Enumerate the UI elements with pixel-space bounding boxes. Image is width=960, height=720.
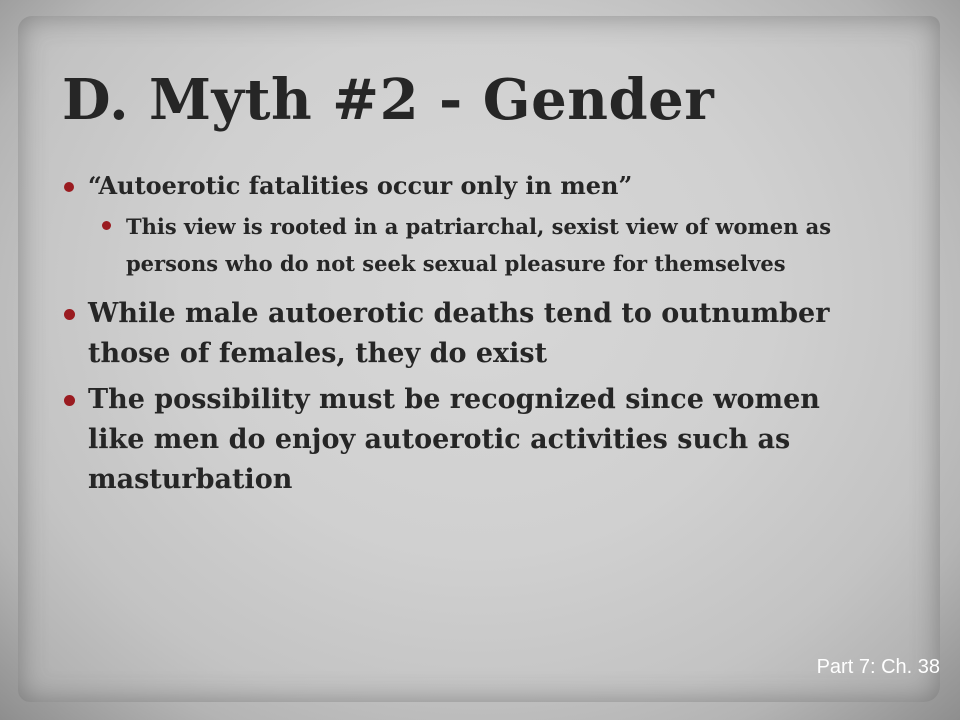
- slide-title: D. Myth #2 - Gender: [62, 67, 715, 133]
- sub-bullet-item: [100, 208, 846, 282]
- bullet-item: [62, 294, 862, 374]
- bullet-dot-icon: [64, 309, 75, 320]
- bullet-dot-icon: [64, 395, 75, 406]
- bullet-text: The possibility must be recognized since women like men do enjoy autoerotic activities such as masturbation: [88, 384, 820, 495]
- bullet-item: [62, 380, 862, 500]
- bullet-dot-icon: [102, 221, 111, 230]
- bullet-item: [62, 166, 862, 206]
- slide-content: [62, 166, 862, 506]
- bullet-text: “Autoerotic fatalities occur only in men”: [88, 171, 633, 200]
- slide-footer: Part 7: Ch. 38: [816, 656, 940, 678]
- bullet-text: While male autoerotic deaths tend to outnumber those of females, they do exist: [88, 298, 830, 369]
- sub-bullet-text: This view is rooted in a patriarchal, sexist view of women as persons who do not seek sexual pleasure for themselves: [126, 214, 832, 276]
- bullet-dot-icon: [64, 182, 74, 192]
